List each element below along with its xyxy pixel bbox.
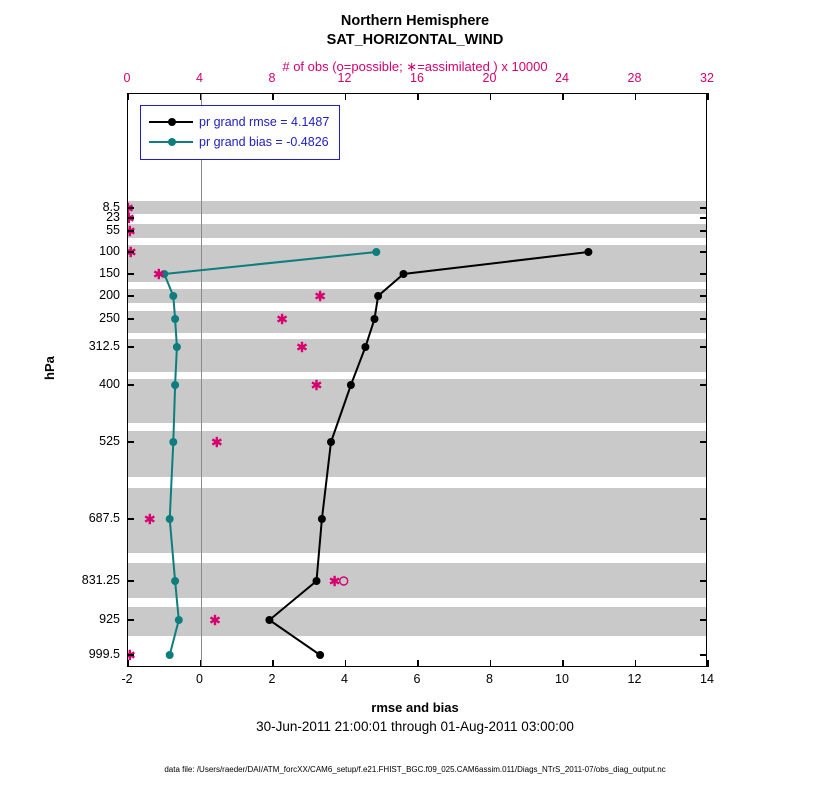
level-tick-label: 100 bbox=[99, 244, 120, 258]
axis-tick bbox=[200, 660, 202, 667]
legend-label-rmse: pr grand rmse = 4.1487 bbox=[199, 115, 330, 129]
chart-title-line2: SAT_HORIZONTAL_WIND bbox=[326, 32, 504, 48]
axis-tick-label: 32 bbox=[700, 71, 714, 85]
level-tick-label: 250 bbox=[99, 311, 120, 325]
axis-tick bbox=[127, 93, 129, 100]
level-tick-label: 200 bbox=[99, 288, 120, 302]
level-tick-label: 525 bbox=[99, 434, 120, 448]
axis-tick bbox=[272, 660, 274, 667]
series-marker bbox=[171, 315, 179, 323]
axis-tick bbox=[127, 619, 134, 621]
assimilated-obs-marker bbox=[298, 342, 307, 352]
axis-tick bbox=[127, 346, 134, 348]
axis-tick-label: 28 bbox=[627, 71, 642, 85]
axis-tick bbox=[700, 619, 707, 621]
axis-tick bbox=[127, 441, 134, 443]
series-layer bbox=[128, 94, 707, 667]
series-marker bbox=[265, 616, 273, 624]
axis-tick bbox=[700, 273, 707, 275]
chart-title bbox=[0, 12, 830, 50]
level-tick-label: 23 bbox=[106, 210, 120, 224]
axis-tick bbox=[707, 660, 709, 667]
axis-tick bbox=[700, 346, 707, 348]
series-marker bbox=[318, 515, 326, 523]
series-marker bbox=[584, 248, 592, 256]
axis-tick-label: 24 bbox=[555, 71, 569, 85]
axis-tick bbox=[700, 654, 707, 656]
axis-tick bbox=[562, 93, 564, 100]
axis-tick bbox=[127, 518, 134, 520]
series-marker bbox=[171, 381, 179, 389]
level-tick-label: 312.5 bbox=[88, 339, 120, 353]
level-tick-label: 925 bbox=[99, 612, 120, 626]
axis-tick bbox=[127, 230, 134, 232]
axis-tick bbox=[127, 217, 134, 219]
level-tick-label: 400 bbox=[99, 377, 120, 391]
axis-tick bbox=[417, 93, 419, 100]
series-marker bbox=[371, 315, 379, 323]
axis-tick bbox=[417, 660, 419, 667]
x-axis-title: rmse and bias bbox=[371, 700, 459, 715]
axis-tick bbox=[200, 93, 202, 100]
series-marker bbox=[327, 438, 335, 446]
series-marker bbox=[175, 616, 183, 624]
assimilated-obs-marker bbox=[212, 437, 221, 447]
axis-tick-label: 20 bbox=[482, 71, 497, 85]
axis-tick bbox=[700, 230, 707, 232]
axis-tick-label: 0 bbox=[196, 672, 203, 686]
axis-tick bbox=[490, 93, 492, 100]
axis-tick bbox=[127, 273, 134, 275]
series-marker bbox=[169, 292, 177, 300]
axis-tick bbox=[700, 295, 707, 297]
axis-tick bbox=[127, 207, 134, 209]
series-marker bbox=[169, 438, 177, 446]
series-marker bbox=[361, 343, 369, 351]
axis-tick bbox=[127, 580, 134, 582]
level-tick-label: 831.25 bbox=[81, 573, 120, 587]
series-marker bbox=[372, 248, 380, 256]
axis-tick-label: 16 bbox=[410, 71, 424, 85]
axis-tick-label: 12 bbox=[627, 672, 642, 686]
axis-tick-label: 2 bbox=[268, 672, 276, 686]
axis-tick bbox=[707, 93, 709, 100]
axis-tick-label: 8 bbox=[268, 71, 276, 85]
axis-tick bbox=[127, 660, 129, 667]
axis-tick bbox=[700, 518, 707, 520]
series-marker bbox=[171, 577, 179, 585]
series-marker bbox=[347, 381, 355, 389]
chart-title-line1: Northern Hemisphere bbox=[340, 13, 490, 29]
axis-tick bbox=[635, 660, 637, 667]
axis-tick bbox=[700, 580, 707, 582]
level-tick-label: 687.5 bbox=[88, 511, 120, 525]
series-marker bbox=[166, 651, 174, 659]
top-axis-title: # of obs (o=possible; ∗=assimilated ) x 10000 bbox=[282, 59, 548, 74]
axis-tick bbox=[562, 660, 564, 667]
axis-tick bbox=[345, 660, 347, 667]
axis-tick-label: 0 bbox=[123, 71, 131, 85]
axis-tick-label: 10 bbox=[555, 672, 569, 686]
level-tick-label: 8.5 bbox=[102, 200, 120, 214]
plot-area bbox=[127, 93, 707, 667]
axis-tick bbox=[272, 93, 274, 100]
series-line bbox=[269, 252, 588, 655]
axis-tick-label: 12 bbox=[337, 71, 352, 85]
axis-tick-label: 4 bbox=[341, 672, 348, 686]
assimilated-obs-marker bbox=[145, 514, 154, 524]
assimilated-obs-marker bbox=[312, 380, 321, 390]
axis-tick bbox=[127, 654, 134, 656]
axis-tick bbox=[700, 318, 707, 320]
legend-swatch-rmse bbox=[149, 115, 193, 129]
assimilated-obs-marker bbox=[316, 291, 325, 301]
series-line bbox=[164, 252, 376, 655]
axis-tick bbox=[700, 251, 707, 253]
legend bbox=[140, 105, 340, 160]
series-marker bbox=[313, 577, 321, 585]
legend-item-bias bbox=[149, 132, 329, 152]
assimilated-obs-marker bbox=[211, 615, 220, 625]
axis-tick bbox=[490, 660, 492, 667]
legend-item-rmse bbox=[149, 112, 329, 132]
axis-tick-label: -2 bbox=[121, 672, 133, 686]
axis-tick-label: 6 bbox=[413, 672, 421, 686]
date-range-caption: 30-Jun-2011 21:00:01 through 01-Aug-2011 03:00:00 bbox=[256, 719, 574, 734]
data-file-caption: data file: /Users/raeder/DAI/ATM_forcXX/CAM6_setup/f.e21.FHIST_BGC.f09_025.CAM6assim.011/Diags_NTrS_2011-07/obs_diag_output.nc bbox=[164, 765, 666, 774]
axis-tick bbox=[635, 93, 637, 100]
series-marker bbox=[173, 343, 181, 351]
level-tick-label: 999.5 bbox=[88, 647, 120, 661]
series-marker bbox=[400, 270, 408, 278]
axis-tick bbox=[700, 217, 707, 219]
axis-tick bbox=[700, 441, 707, 443]
axis-tick bbox=[127, 384, 134, 386]
possible-obs-marker bbox=[340, 577, 348, 585]
axis-tick bbox=[127, 251, 134, 253]
level-tick-label: 150 bbox=[99, 266, 120, 280]
assimilated-obs-marker bbox=[330, 576, 339, 586]
assimilated-obs-marker bbox=[278, 314, 287, 324]
axis-tick-label: 8 bbox=[486, 672, 493, 686]
series-marker bbox=[316, 651, 324, 659]
axis-tick-label: 14 bbox=[700, 672, 714, 686]
axis-tick bbox=[127, 318, 134, 320]
axis-tick bbox=[127, 295, 134, 297]
series-marker bbox=[374, 292, 382, 300]
axis-tick bbox=[700, 207, 707, 209]
legend-swatch-bias bbox=[149, 135, 193, 149]
legend-label-bias: pr grand bias = -0.4826 bbox=[199, 135, 329, 149]
level-tick-label: 55 bbox=[106, 223, 120, 237]
axis-tick-label: 4 bbox=[196, 71, 203, 85]
axis-tick bbox=[700, 384, 707, 386]
y-axis-title: hPa bbox=[42, 356, 57, 380]
axis-tick bbox=[345, 93, 347, 100]
series-marker bbox=[166, 515, 174, 523]
